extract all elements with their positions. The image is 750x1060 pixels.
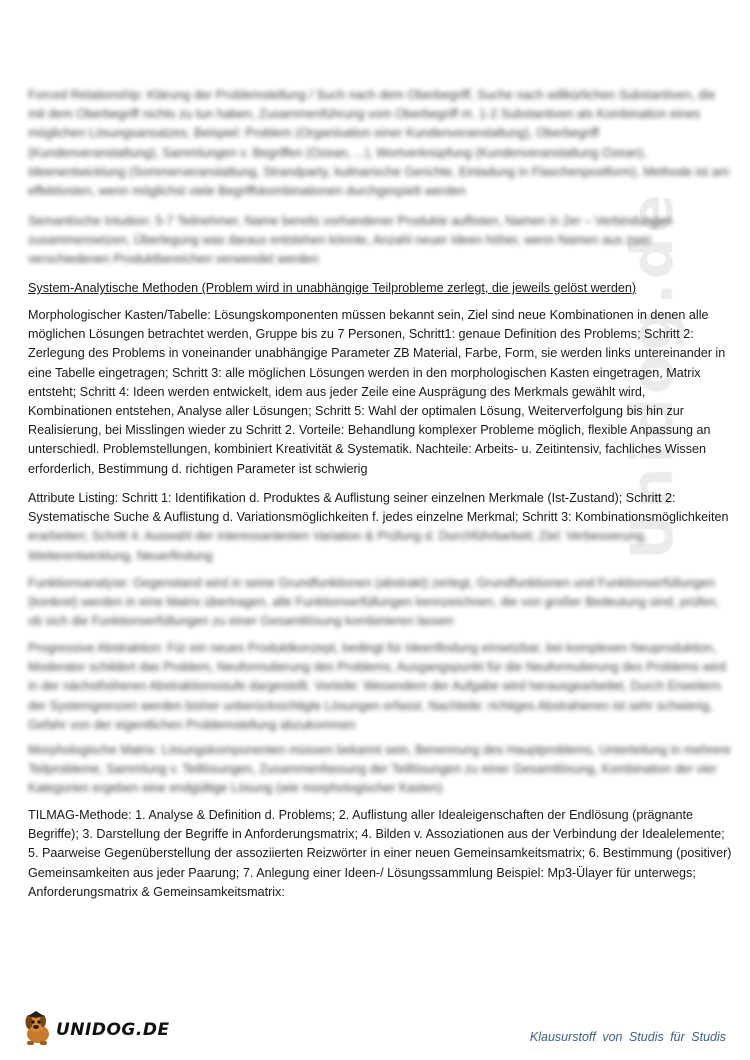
- paragraph-morphologischer-kasten: Morphologischer Kasten/Tabelle: Lösungskomponenten müssen bekannt sein, Ziel sind neue Kombinationen in denen alle möglichen Lösungen betrachtet werden, Gruppe bis zu 7 Personen, Schritt1: genaue Definition des Problems; Schritt 2: Zerlegung des Problems in voneinander unabhängige Parameter ZB Material, Farbe, Form, sie werden links untereinander in eine Tabelle eingetragen; Schritt 3: alle möglichen Lösungen werden in den morphologischen Kasten eingetragen, Matrix entsteht; Schritt 4: Ideen werden entwickelt, idem aus jeder Zeile eine Ausprägung des Merkmals gewählt wird, Kombinationen entstehen, Analyse aller Lösungen; Schritt 5: Wahl der optimalen Lösung, Weiterverfolgung bis hin zur Realisierung, bei Misslingen wieder zu Schritt 2. Vorteile: Behandlung komplexer Probleme möglich, flexible Anpassung an unterschiedl. Problemstellungen, kombiniert Kreativität & Systematik. Nachteile: Arbeits- u. Zeitintensiv, fachliches Wissen erforderlich, Bestimmung d. richtigen Parameter ist schwierig: [28, 308, 726, 476]
- paragraph-progressive-abstraktion: Progressive Abstraktion: Für ein neues Produktkonzept, bedingt für Ideenfindung einsetzbar, bei komplexen Neuproduktion, Moderator schildert das Problem, Neuformulierung des Problems, Ausgangspunkt für die Neuformulierung des Problems wird in der nächsthöheren Abstraktionsstufe dargestellt. Vorteile: Wesendern der Aufgabe wird herausgearbeitet, Durch Erweitern der Systemgrenzen werden bisher unberücksichtigte Lösungen erfasst. Nachteile: richtiges Abstrahieren ist sehr schwierig, Gefahr von der eigentlichen Problemstellung abzukommen: [28, 641, 726, 732]
- paragraph-tilmag-methode: TILMAG-Methode: 1. Analyse & Definition d. Problems; 2. Auflistung aller Idealeigenschaften der Endlösung (prägnante Begriffe); 3. Darstellung der Begriffe in Anforderungsmatrix; 4. Bilden v. Assoziationen aus der Verbindung der Idealelemente; 5. Paarweise Gegenüberstellung der assoziierten Reizwörter in einer neuen Gemeinsamkeitsmatrix; 6. Bestimmung (positiver) Gemeinsamkeiten aus jeder Paarung; 7. Anlegung einer Ideen-/ Lösungssammlung Beispiel: Mp3-Ülayer für unterwegs; Anforderungsmatrix & Gemeinsamkeitsmatrix:: [28, 808, 732, 899]
- footer-slogan: Klausurstoff von Studis für Studis: [529, 1030, 726, 1044]
- watermark: Unidog.de: [618, 189, 686, 560]
- logo-text: UNIDOG.DE: [56, 1020, 170, 1040]
- attribute-listing-blurred-text: erarbeiten; Schritt 4: Auswahl der interessantesten Variation & Prüfung d. Durchführbarkeit; Ziel: Verbesserung, Weiterentwicklung, Neuerfindung: [28, 529, 648, 563]
- paragraph-morphologische-matrix: Morphologische Matrix: Lösungskomponenten müssen bekannt sein, Benennung des Hauptproblems, Unterteilung in mehrere Teilprobleme, Sammlung v. Teillösungen, Zusammenfassung der Teillösungen zu einer Gesamtlösung, Kombination der vier Kategorien ergeben eine endgültige Lösung (wie morphologischer Kasten): [28, 743, 731, 796]
- paragraph-attribute-listing: [28, 489, 732, 566]
- footer-logo: [22, 1008, 182, 1048]
- attribute-listing-visible-text: Attribute Listing: Schritt 1: Identifikation d. Produktes & Auflistung seiner einzelnen Merkmale (Ist-Zustand); Schritt 2: Systematische Suche & Auflistung d. Variationsmöglichkeiten f. jedes einzelne Merkmal; Schritt 3: Kombinationsmöglichkeiten: [28, 491, 729, 525]
- paragraph-semantische-intuition: Semantische Intuition: 5-7 Teilnehmer, Name bereits vorhandener Produkte auflisten, Namen in 2er – Verbindungen zusammensetzen, Überlegung was daraus entstehen könnte, Anzahl neuer Ideen höher, wenn Namen aus zwei verschiedenen Produktbereichen verwendet werden: [28, 214, 673, 267]
- paragraph-funktionsanalyse: Funktionsanalyse: Gegenstand wird in seine Grundfunktionen (abstrakt) zerlegt, Grundfunktionen und Funktionserfüllungen (konkret) werden in eine Matrix übertragen, alle Funktionserfüllungen kennzeichnen, die von großer Bedeutung sind, prüfen, ob sich die Funktionserfüllungen zu einer Gesamtlösung kombinieren lassen: [28, 576, 719, 629]
- paragraph-forced-relationship: Forced Relationship: Klärung der Problemstellung / Such nach dem Oberbegriff, Suche nach willkürlichen Substantiven, die mit dem Oberbegriff nichts zu tun haben, Zusammenführung vom Oberbegriff m. 1-2 Substantiven als Kombination eines möglichen Lösungsansatzes, Beispiel: Problem (Organisation einer Kundenveranstaltung), Oberbegriff (Kundenveranstaltung), Sammlungen v. Begriffen (Ozean, ...), Wortverknüpfung (Kundenveranstaltung Ozean), Ideenentwicklung (Sommerveranstaltung, Strandparty, kulinarische Gerichte, Einladung in Flaschenpostform), Methode ist am effektivsten, wenn möglichst viele Begriffskombinationen durchgespielt werden: [28, 88, 730, 199]
- section-heading: System-Analytische Methoden (Problem wird in unabhängige Teilprobleme zerlegt, die jeweils gelöst werden): [28, 281, 637, 295]
